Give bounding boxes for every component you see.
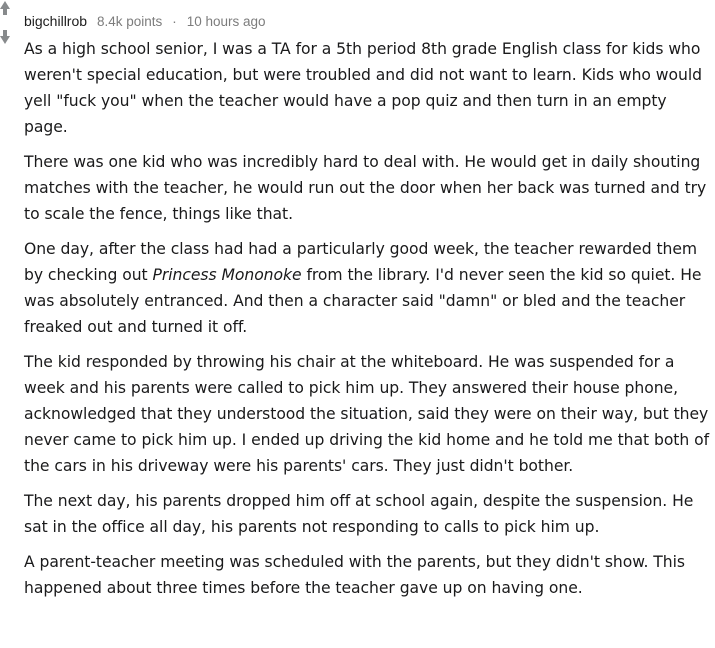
movie-title: Princess Mononoke — [152, 266, 302, 284]
comment-paragraph: The next day, his parents dropped him off at school again, despite the suspension. He sat in the office all day, his parents not responding to calls to pick him up. — [24, 492, 694, 536]
meta-separator: · — [172, 13, 177, 29]
paragraph-text: from the library. I'd never seen the kid so quiet. He was absolutely entranced. And then a character said "damn" or bled and the teacher freaked out and turned it off. — [24, 266, 702, 336]
upvote-arrow-stem[interactable] — [3, 9, 7, 15]
comment-author[interactable]: bigchillrob — [24, 13, 88, 29]
comment-paragraph: As a high school senior, I was a TA for a 5th period 8th grade English class for kids who weren't special education, but were troubled and did not want to learn. Kids who would yell "fuck you" when the teacher would have a pop quiz and then turn in an empty page. — [24, 40, 702, 136]
downvote-arrow-icon[interactable] — [0, 36, 10, 44]
comment-paragraph: There was one kid who was incredibly hard to deal with. He would get in daily shouting matches with the teacher, he would run out the door when her back was turned and try to scale the fence, things like that. — [24, 153, 707, 223]
paragraph-text: One day, after the class had had a particularly good week, the teacher rewarded them by checking out — [24, 240, 698, 284]
comment-timestamp[interactable]: 10 hours ago — [186, 14, 266, 29]
upvote-arrow-icon[interactable] — [0, 1, 10, 9]
comment-paragraph — [24, 236, 714, 340]
comment-body — [24, 36, 714, 610]
comment-points: 8.4k points — [96, 14, 163, 29]
comment-header — [24, 12, 266, 31]
comment-paragraph: The kid responded by throwing his chair at the whiteboard. He was suspended for a week and his parents were called to pick him up. They answered their house phone, acknowledged that they understood the situation, said they were on their way, but they never came to pick him up. I ended up driving the kid home and he told me that both of the cars in his driveway were his parents' cars. They just didn't bother. — [24, 353, 710, 475]
comment-paragraph: A parent-teacher meeting was scheduled with the parents, but they didn't show. This happened about three times before the teacher gave up on having one. — [24, 553, 685, 597]
